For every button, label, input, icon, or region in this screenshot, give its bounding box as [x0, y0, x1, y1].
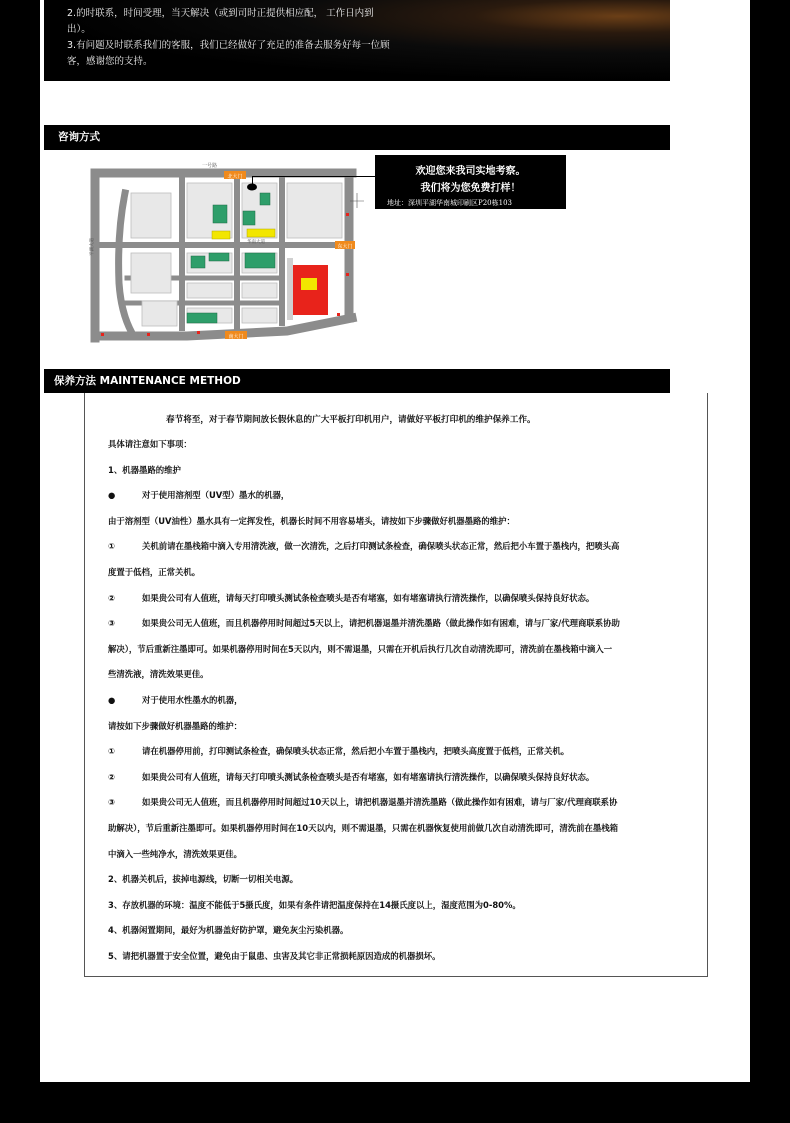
maintenance-line-text: 些清洗液，清洗效果更佳。: [108, 669, 209, 680]
maintenance-line-text: 对于使用溶剂型（UV型）墨水的机器，: [142, 490, 290, 501]
maintenance-line: [108, 924, 348, 936]
map-road-top-label: 一号路: [202, 163, 218, 169]
maintenance-line: [108, 771, 594, 783]
maintenance-line-text: 具体请注意如下事项：: [108, 439, 192, 449]
maintenance-line-text: 如果贵公司有人值班，请每天打印喷头测试条检查喷头是否有堵塞，如有堵塞请执行清洗操作，以确保喷头保持良好状态。: [142, 771, 595, 782]
notice-line: 3.有问题及时联系我们的客服，我们已经做好了充足的准备去服务好每一位顾: [67, 40, 390, 51]
step-number: ①: [108, 746, 116, 757]
maintenance-line: [108, 720, 242, 732]
maintenance-line-text: 5、请把机器置于安全位置，避免由于鼠患、虫害及其它非正常损耗原因造成的机器损坏。: [108, 951, 441, 961]
step-number: ③: [108, 618, 116, 629]
maintenance-line: [108, 617, 620, 629]
maintenance-line-text: 中滴入一些纯净水，清洗效果更佳。: [108, 848, 242, 859]
maintenance-line: [108, 745, 569, 757]
step-number: ②: [108, 592, 116, 603]
maintenance-line: [108, 592, 594, 604]
bullet-icon: ●: [108, 695, 116, 705]
maintenance-line-text: 由于溶剂型（UV油性）墨水具有一定挥发性，机器长时间不用容易堵头，请按如下步骤做好机器墨路的维护：: [108, 515, 515, 526]
step-number: ①: [108, 541, 116, 552]
maintenance-line: [108, 899, 521, 911]
maintenance-line: [108, 438, 192, 450]
maintenance-line: [108, 950, 440, 962]
maintenance-line: [108, 566, 200, 578]
maintenance-line: [108, 848, 242, 860]
maintenance-line-text: 请按如下步骤做好机器墨路的维护：: [108, 720, 242, 731]
maintenance-line-text: 度置于低档，正常关机。: [108, 567, 201, 577]
maintenance-line: [108, 694, 243, 706]
map-gate-east-label: 东大门: [337, 244, 353, 250]
maintenance-line: [108, 540, 619, 552]
maintenance-line: [108, 515, 515, 527]
maintenance-line: [108, 822, 618, 834]
map-gate-north-label: 北大门: [227, 174, 243, 180]
map-road-mid-label: 华南大道: [247, 240, 265, 245]
maintenance-line: [108, 873, 298, 885]
maintenance-line-text: 如果贵公司无人值班，而且机器停用时间超过10天以上，请把机器退墨并清洗墨路（做此操作如有困难，请与厂家/代理商联系协: [142, 797, 618, 808]
welcome-line-2: 我们将为您免费打样！: [420, 183, 521, 194]
maintenance-line-text: 请在机器停用前，打印测试条检查，确保喷头状态正常，然后把小车置于墨栈内，把喷头高度置于低档，正常关机。: [142, 746, 570, 757]
maintenance-line: [108, 643, 612, 655]
map-pointer-connector: [252, 176, 378, 189]
step-number: ②: [108, 771, 116, 782]
maintenance-line: [108, 796, 617, 808]
service-notice-panel: [44, 0, 670, 81]
notice-line: 客，感谢您的支持。: [67, 56, 153, 67]
company-address: 地址：深圳平湖华南城印刷区P20栋103: [387, 199, 512, 207]
maintenance-heading: 春节将至，对于春节期间放长假休息的广大平板打印机用户，请做好平板打印机的维护保养工作。: [166, 415, 536, 425]
maintenance-content: [84, 393, 708, 977]
bullet-icon: ●: [108, 490, 116, 501]
maintenance-line-text: 如果贵公司有人值班，请每天打印喷头测试条检查喷头是否有堵塞，如有堵塞请执行清洗操作，以确保喷头保持良好状态。: [142, 592, 595, 603]
welcome-line-1: 欢迎您来我司实地考察。: [415, 166, 526, 177]
maintenance-line-text: 解决），节后重新注墨即可。如果机器停用时间在5天以内，则不需退墨，只需在开机后执行几次自动清洗即可，清洗前在墨栈箱中滴入一: [108, 643, 613, 654]
contact-section-title: 咨询方式: [44, 125, 670, 150]
maintenance-line: [108, 489, 289, 501]
maintenance-line-text: 4、机器闲置期间，最好为机器盖好防护罩，避免灰尘污染机器。: [108, 925, 349, 936]
maintenance-line-text: 如果贵公司无人值班，而且机器停用时间超过5天以上，请把机器退墨并清洗墨路（做此操作如有困难，请与厂家/代理商联系协助: [142, 618, 620, 629]
notice-line: 2.的时联系，时间受理，当天解决（或到司时正提供相应配， 工作日内到: [67, 8, 374, 19]
visit-invitation-box: [375, 155, 566, 209]
step-number: ③: [108, 797, 116, 808]
map-road-right-label: 平湖大道: [90, 238, 95, 256]
maintenance-line: [108, 668, 209, 680]
maintenance-line-text: 3、存放机器的环境：温度不能低于5摄氏度，如果有条件请把温度保持在14摄氏度以上，湿度范围为0-80%。: [108, 899, 521, 910]
maintenance-line: [108, 464, 181, 476]
maintenance-line-text: 关机前请在墨栈箱中滴入专用清洗液，做一次清洗，之后打印测试条检查，确保喷头状态正常，然后把小车置于墨栈内，把喷头高: [142, 541, 620, 552]
map-gate-south-label: 南大门: [228, 334, 244, 340]
maintenance-line-text: 助解决），节后重新注墨即可。如果机器停用时间在10天以内，则不需退墨，只需在机器恢复使用前做几次自动清洗即可，清洗前在墨栈箱: [108, 823, 618, 833]
service-notice-text: [67, 6, 487, 70]
maintenance-section-title: 保养方法 MAINTENANCE METHOD: [44, 369, 670, 393]
maintenance-line-text: 对于使用水性墨水的机器，: [142, 695, 243, 705]
maintenance-line-text: 2、机器关机后，拔掉电源线，切断一切相关电源。: [108, 874, 299, 885]
maintenance-line-text: 1、机器墨路的维护: [108, 464, 181, 475]
notice-line: 出）。: [67, 24, 91, 35]
